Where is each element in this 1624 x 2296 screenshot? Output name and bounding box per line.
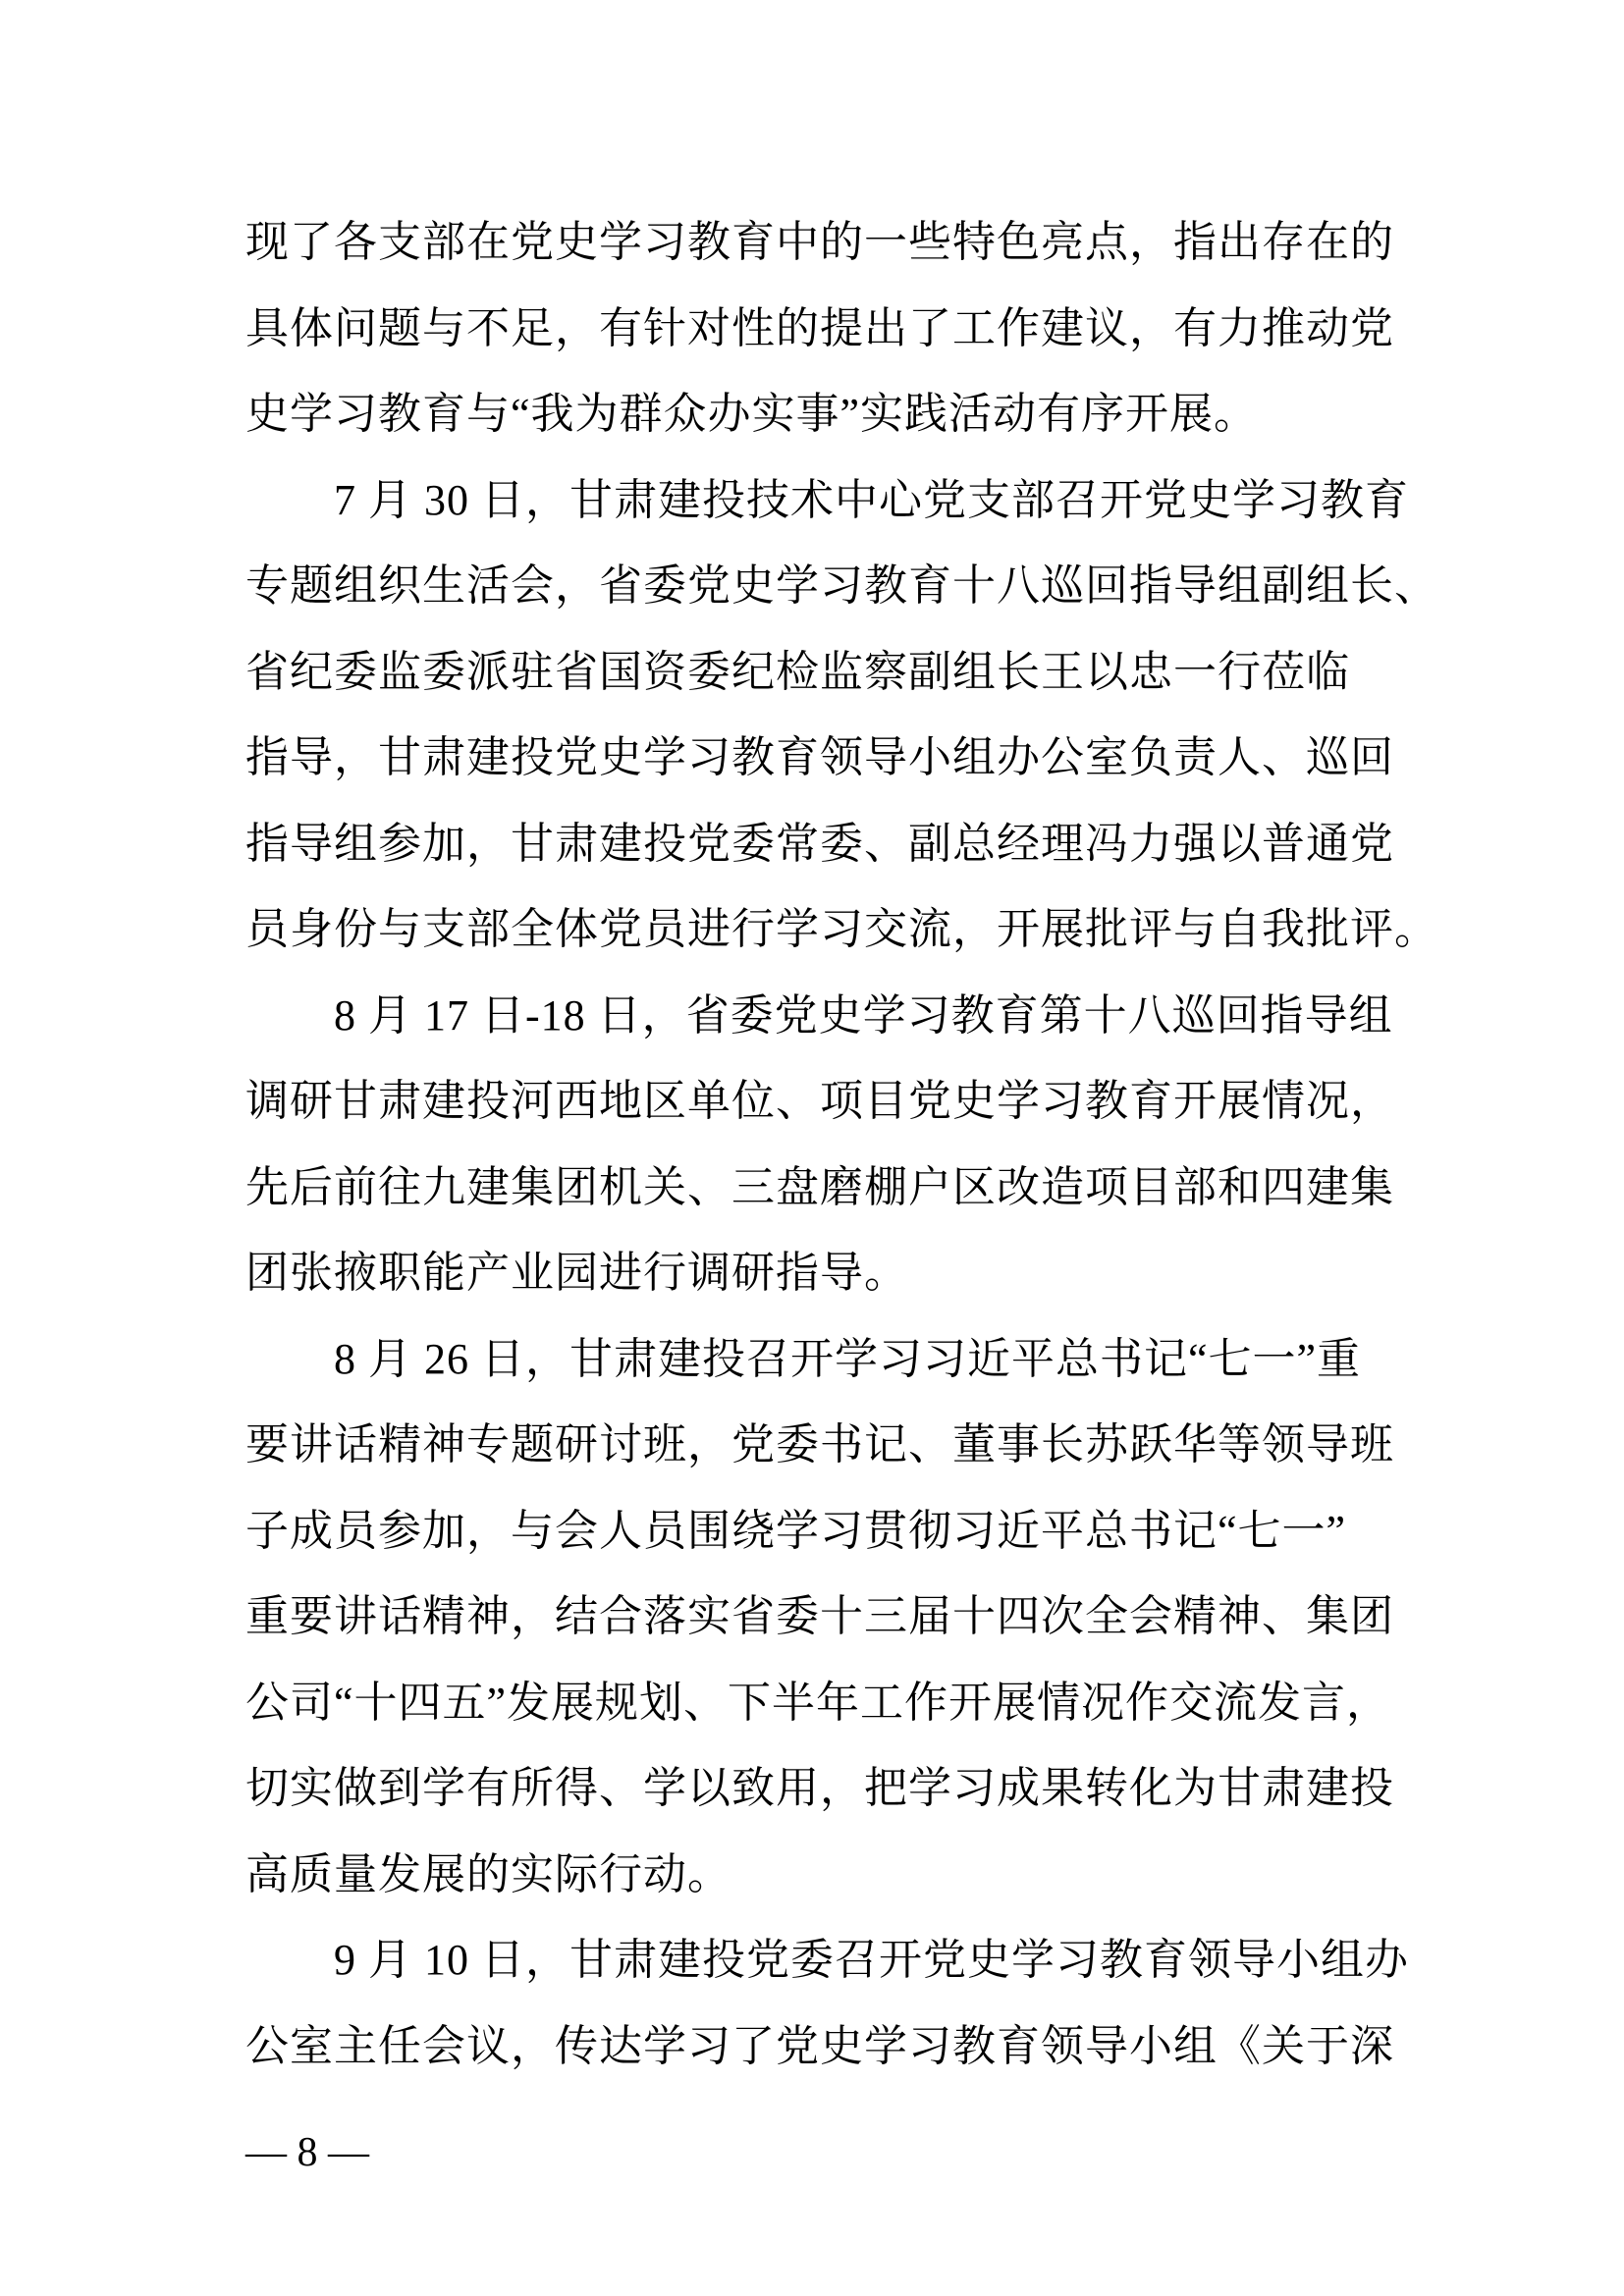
text-line: 公室主任会议，传达学习了党史学习教育领导小组《关于深 [245,2021,1394,2070]
text-line: 8 月 17 日-18 日，省委党史学习教育第十八巡回指导组 [245,990,1393,1040]
text-line: 切实做到学有所得、学以致用，把学习成果转化为甘肃建投 [245,1764,1394,1812]
page-number: — 8 — [245,2130,369,2175]
document-body [245,199,1438,2089]
text-line: 7 月 30 日，甘肃建投技术中心党支部召开党史学习教育 [245,475,1409,524]
text-line: 重要讲话精神，结合落实省委十三届十四次全会精神、集团 [245,1592,1394,1640]
text-line: 调研甘肃建投河西地区单位、项目党史学习教育开展情况， [245,1077,1394,1125]
text-line: 8 月 26 日，甘肃建投召开学习习近平总书记“七一”重 [245,1334,1362,1383]
paragraph [245,457,1438,973]
text-line: 高质量发展的实际行动。 [245,1849,731,1898]
text-line: 团张掖职能产业园进行调研指导。 [245,1249,908,1297]
paragraph [245,1316,1434,1918]
text-line: 指导，甘肃建投党史学习教育领导小组办公室负责人、巡回 [245,733,1394,781]
paragraph [245,1917,1434,2089]
text-line: 要讲话精神专题研讨班，党委书记、董事长苏跃华等领导班 [245,1420,1394,1468]
text-line: 具体问题与不足，有针对性的提出了工作建议，有力推动党 [245,303,1394,352]
text-line: 公司“十四五”发展规划、下半年工作开展情况作交流发言， [245,1678,1391,1727]
paragraph [245,199,1434,457]
paragraph [245,973,1434,1316]
text-line: 员身份与支部全体党员进行学习交流，开展批评与自我批评。 [245,905,1438,953]
text-line: 史学习教育与“我为群众办实事”实践活动有序开展。 [245,390,1259,438]
text-line: 现了各支部在党史学习教育中的一些特色亮点，指出存在的 [245,218,1394,266]
text-line: 省纪委监委派驻省国资委纪检监察副组长王以忠一行莅临 [245,647,1350,696]
text-line: 指导组参加，甘肃建投党委常委、副总经理冯力强以普通党 [245,819,1394,868]
text-line: 先后前往九建集团机关、三盘磨棚户区改造项目部和四建集 [245,1162,1394,1211]
text-line: 9 月 10 日，甘肃建投党委召开党史学习教育领导小组办 [245,1936,1409,1984]
text-line: 子成员参加，与会人员围绕学习贯彻习近平总书记“七一” [245,1506,1347,1555]
text-line: 专题组织生活会，省委党史学习教育十八巡回指导组副组长、 [245,561,1438,610]
